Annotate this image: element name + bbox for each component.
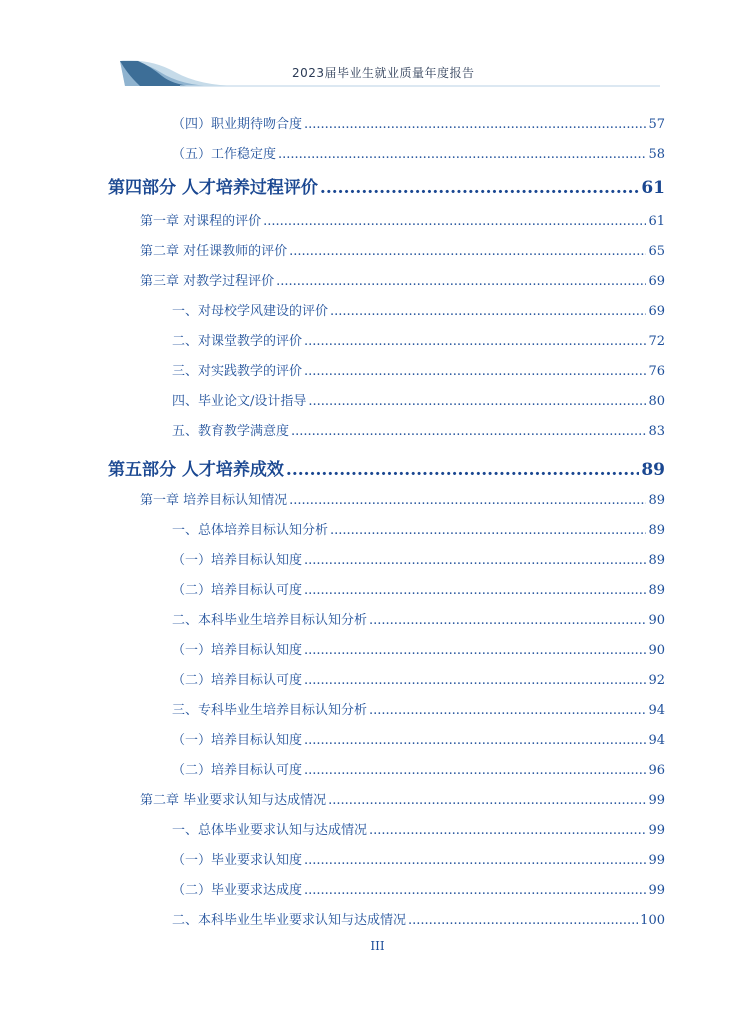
toc-entry-title: 二、对课堂教学的评价 [172, 334, 303, 349]
toc-entry-section[interactable] [172, 300, 665, 319]
toc-entry-title: （一）培养目标认知度 [172, 553, 303, 568]
toc-dot-leader [304, 583, 646, 598]
toc-entry-page: 80 [648, 394, 665, 409]
toc-entry-title: 五、教育教学满意度 [172, 424, 290, 439]
toc-dot-leader [330, 523, 646, 538]
toc-entry-title: 四、毕业论文/设计指导 [172, 394, 307, 409]
toc-entry-page: 72 [648, 334, 665, 349]
toc-entry-title: 一、对母校学风建设的评价 [172, 304, 329, 319]
toc-entry-page: 57 [648, 117, 665, 132]
toc-entry-title: 二、本科毕业生培养目标认知分析 [172, 613, 368, 628]
toc-entry-page: 69 [648, 274, 665, 289]
toc-entry-section[interactable] [172, 420, 665, 439]
toc-entry-page: 99 [648, 793, 665, 808]
toc-dot-leader [291, 424, 646, 439]
toc-entry-sub[interactable] [172, 669, 665, 688]
toc-entry-page: 94 [648, 733, 665, 748]
toc-entry-title: （二）毕业要求达成度 [172, 883, 303, 898]
toc-entry-title: 第三章 对教学过程评价 [140, 274, 275, 289]
toc-entry-title: 第五部分 人才培养成效 [108, 460, 284, 480]
toc-dot-leader [308, 394, 646, 409]
toc-entry-chapter[interactable] [140, 270, 665, 289]
toc-dot-leader [276, 274, 646, 289]
toc-dot-leader [304, 883, 646, 898]
toc-entry-sub[interactable] [172, 579, 665, 598]
toc-dot-leader [304, 733, 646, 748]
toc-entry-sub[interactable] [172, 143, 665, 162]
toc-entry-page: 89 [648, 553, 665, 568]
toc-entry-title: 第二章 对任课教师的评价 [140, 244, 288, 259]
toc-dot-leader [289, 244, 646, 259]
toc-entry-section[interactable] [172, 819, 665, 838]
toc-entry-title: 第二章 毕业要求认知与达成情况 [140, 793, 327, 808]
toc-entry-sub[interactable] [172, 729, 665, 748]
page-number: III [370, 939, 385, 953]
toc-entry-section[interactable] [172, 519, 665, 538]
toc-dot-leader [304, 853, 646, 868]
toc-dot-leader [304, 553, 646, 568]
toc-entry-title: 一、总体毕业要求认知与达成情况 [172, 823, 368, 838]
toc-entry-title: 三、专科毕业生培养目标认知分析 [172, 703, 368, 718]
toc-entry-page: 61 [648, 214, 665, 229]
toc-dot-leader [320, 178, 639, 198]
toc-entry-page: 92 [648, 673, 665, 688]
toc-entry-sub[interactable] [172, 639, 665, 658]
toc-entry-title: 第四部分 人才培养过程评价 [108, 178, 318, 198]
toc-dot-leader [369, 703, 646, 718]
toc-dot-leader [369, 823, 646, 838]
toc-entry-title: 第一章 培养目标认知情况 [140, 493, 288, 508]
toc-dot-leader [263, 214, 646, 229]
toc-entry-page: 69 [648, 304, 665, 319]
toc-dot-leader [330, 304, 646, 319]
toc-entry-chapter[interactable] [140, 240, 665, 259]
page-header [0, 0, 755, 95]
toc-entry-title: 二、本科毕业生毕业要求认知与达成情况 [172, 913, 407, 928]
toc-dot-leader [328, 793, 646, 808]
toc-entry-page: 99 [648, 883, 665, 898]
toc-entry-title: （二）培养目标认可度 [172, 673, 303, 688]
toc-entry-sub[interactable] [172, 549, 665, 568]
toc-dot-leader [304, 334, 646, 349]
toc-entry-page: 61 [641, 178, 665, 198]
toc-entry-title: （一）培养目标认知度 [172, 733, 303, 748]
toc-dot-leader [304, 643, 646, 658]
toc-dot-leader [304, 673, 646, 688]
toc-dot-leader [304, 117, 646, 132]
toc-entry-page: 83 [648, 424, 665, 439]
toc-dot-leader [408, 913, 638, 928]
toc-entry-page: 94 [648, 703, 665, 718]
toc-entry-section[interactable] [172, 360, 665, 379]
toc-entry-chapter[interactable] [140, 489, 665, 508]
toc-entry-title: 一、总体培养目标认知分析 [172, 523, 329, 538]
toc-dot-leader [304, 763, 646, 778]
toc-entry-page: 89 [648, 493, 665, 508]
toc-entry-chapter[interactable] [140, 210, 665, 229]
toc-dot-leader [289, 493, 646, 508]
toc-dot-leader [369, 613, 646, 628]
toc-entry-page: 89 [641, 460, 665, 480]
toc-entry-section[interactable] [172, 609, 665, 628]
toc-entry-page: 65 [648, 244, 665, 259]
toc-entry-sub[interactable] [172, 879, 665, 898]
toc-entry-page: 89 [648, 523, 665, 538]
toc-entry-part[interactable] [108, 455, 665, 480]
toc-entry-section[interactable] [172, 699, 665, 718]
toc-entry-title: 三、对实践教学的评价 [172, 364, 303, 379]
toc-entry-page: 58 [648, 147, 665, 162]
toc-entry-page: 90 [648, 643, 665, 658]
toc-entry-section[interactable] [172, 330, 665, 349]
toc-entry-title: 第一章 对课程的评价 [140, 214, 262, 229]
toc-dot-leader [286, 460, 639, 480]
toc-entry-sub[interactable] [172, 759, 665, 778]
toc-entry-title: （五）工作稳定度 [172, 147, 277, 162]
toc-dot-leader [304, 364, 646, 379]
toc-entry-page: 99 [648, 823, 665, 838]
toc-entry-sub[interactable] [172, 113, 665, 132]
toc-dot-leader [278, 147, 646, 162]
toc-entry-title: （二）培养目标认可度 [172, 583, 303, 598]
toc-entry-part[interactable] [108, 173, 665, 198]
toc-entry-sub[interactable] [172, 849, 665, 868]
toc-entry-page: 96 [648, 763, 665, 778]
toc-entry-chapter[interactable] [140, 789, 665, 808]
toc-entry-title: （一）培养目标认知度 [172, 643, 303, 658]
toc-entry-title: （四）职业期待吻合度 [172, 117, 303, 132]
toc-entry-section[interactable] [172, 909, 665, 928]
header-title: 2023届毕业生就业质量年度报告 [292, 66, 475, 80]
toc-entry-title: （二）培养目标认可度 [172, 763, 303, 778]
toc-entry-page: 99 [648, 853, 665, 868]
toc-entry-page: 90 [648, 613, 665, 628]
toc-entry-page: 100 [640, 913, 665, 928]
toc-entry-page: 76 [648, 364, 665, 379]
toc-entry-page: 89 [648, 583, 665, 598]
toc-entry-section[interactable] [172, 390, 665, 409]
toc-entry-title: （一）毕业要求认知度 [172, 853, 303, 868]
